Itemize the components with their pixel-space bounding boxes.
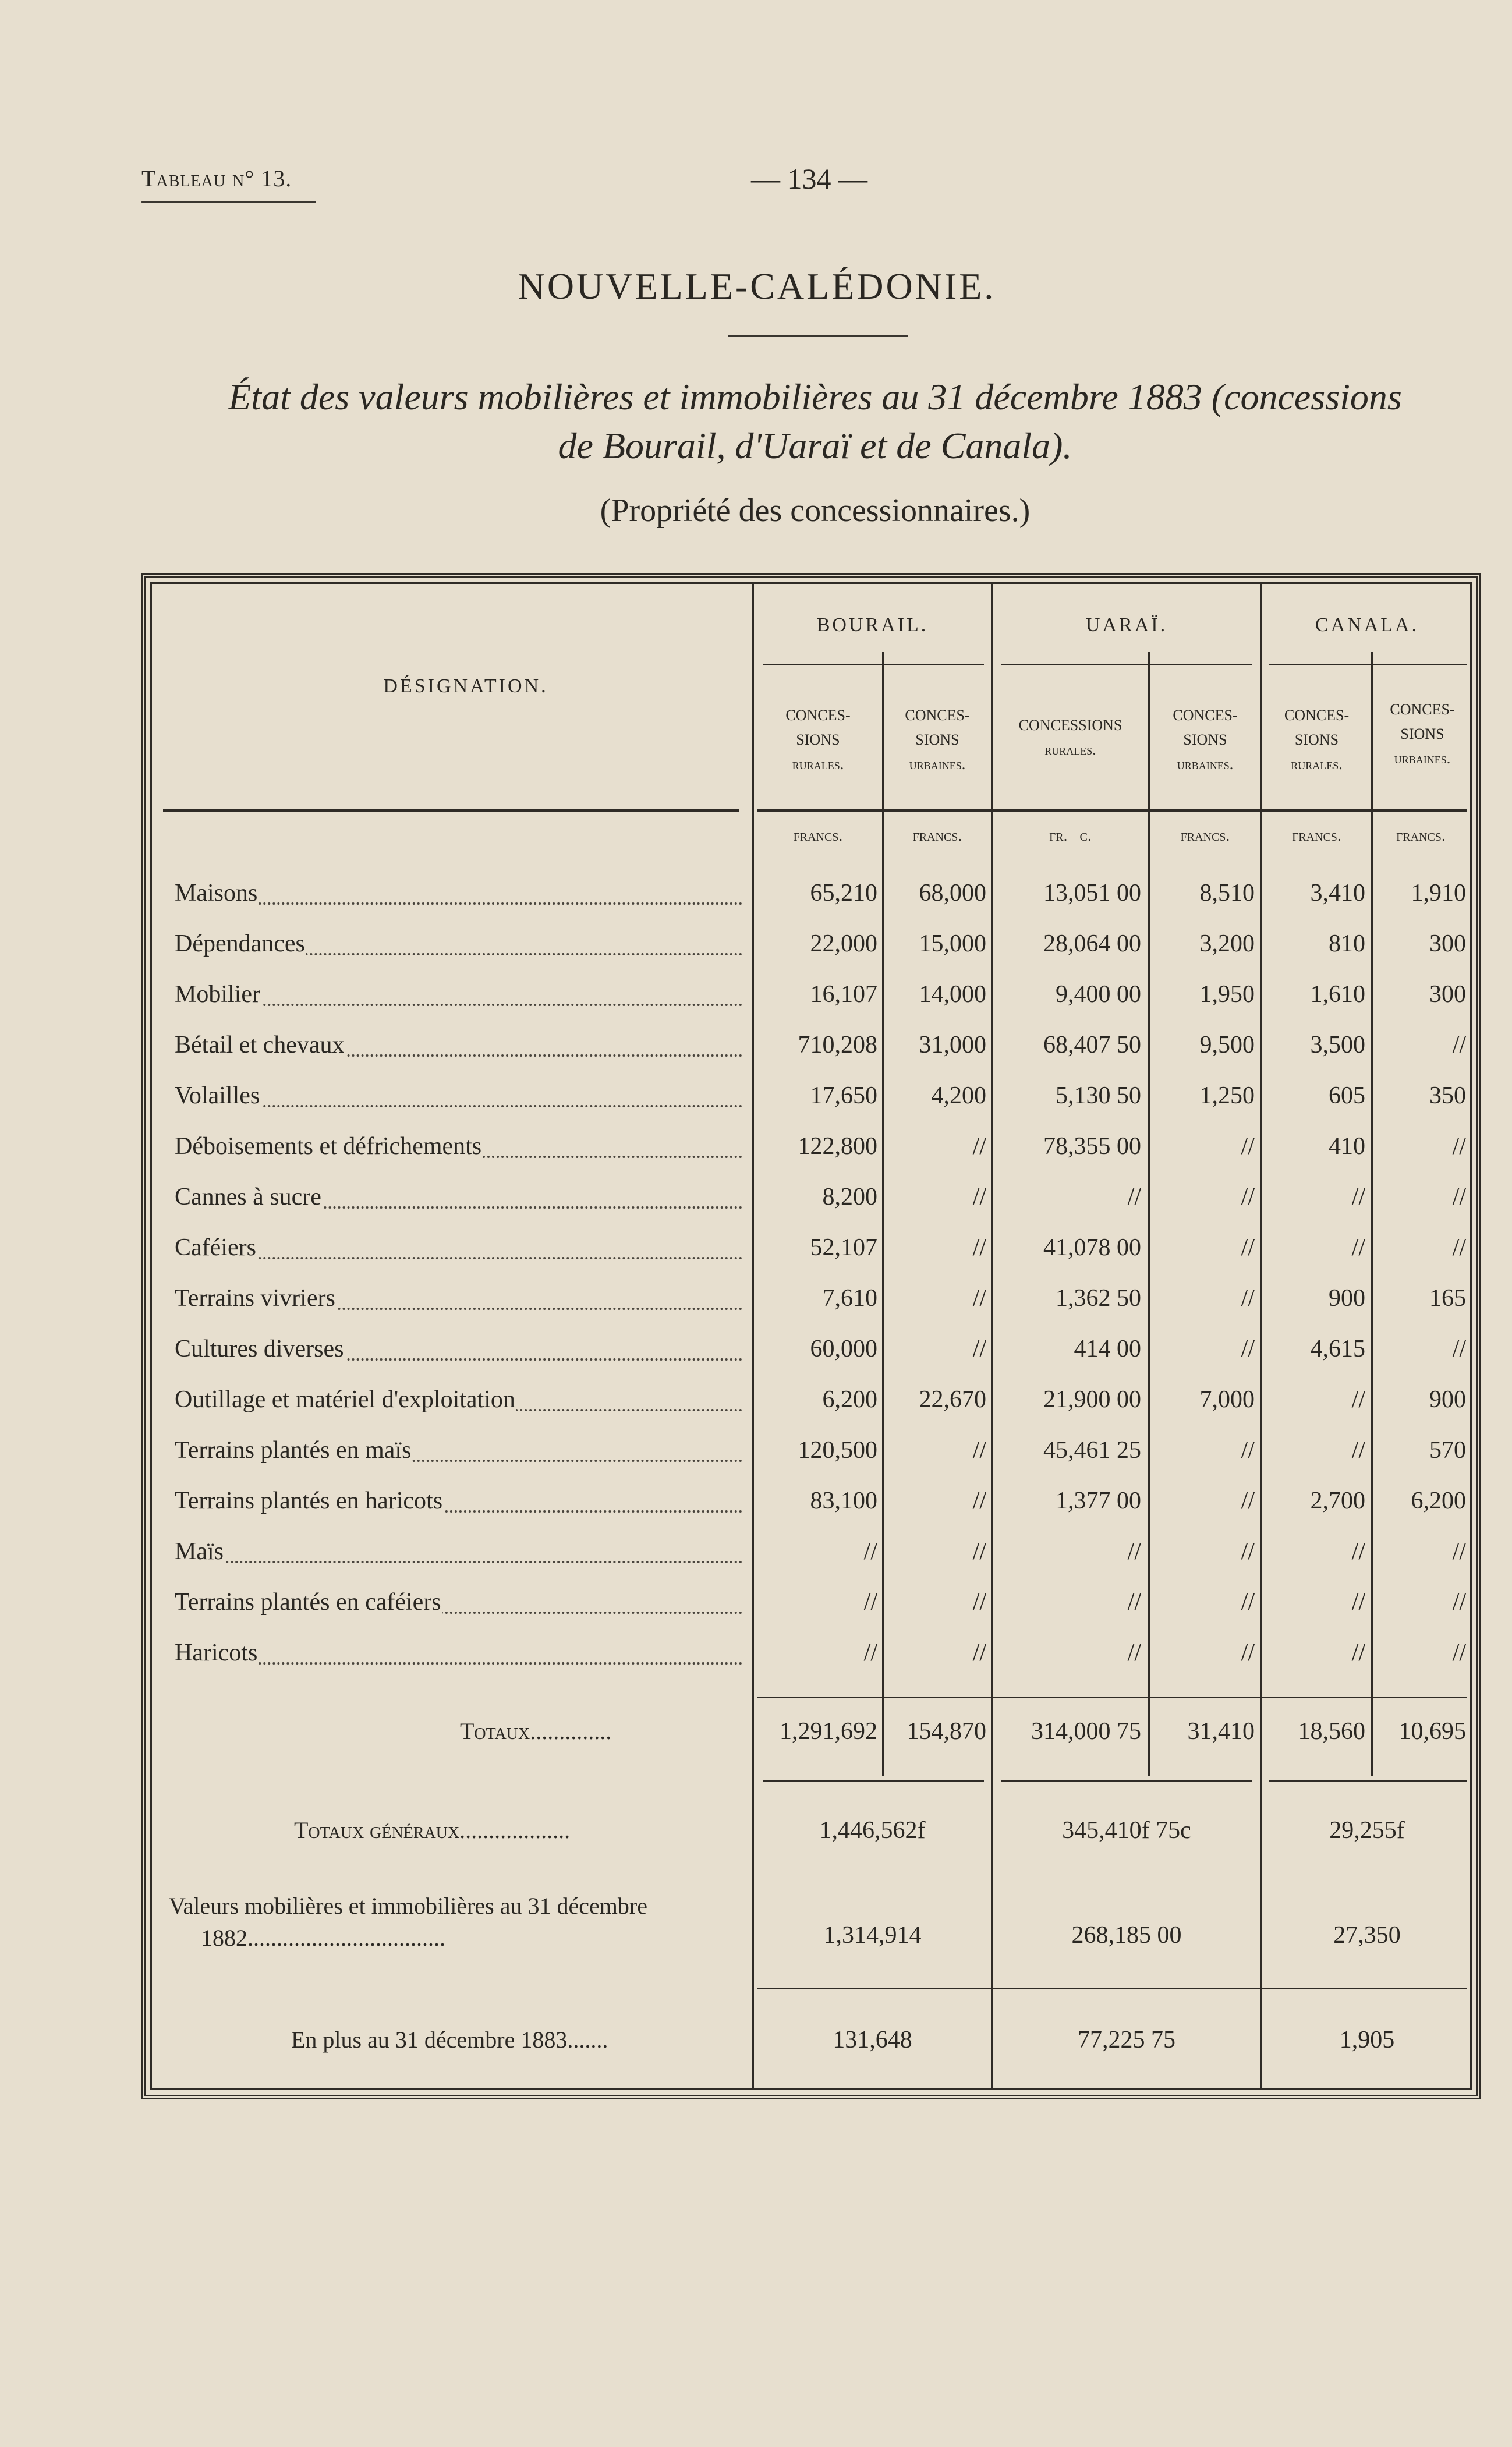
row-value-col-2: 4,200 bbox=[884, 1082, 986, 1110]
row-label bbox=[175, 1335, 345, 1363]
row-value-col-3: 9,400 00 bbox=[993, 980, 1141, 1008]
subtitle-line-1: État des valeurs mobilières et immobilières au 31 décembre 1883 (concessions bbox=[228, 376, 1402, 417]
totaux-generaux-canala: 29,255f bbox=[1329, 1817, 1405, 1844]
row-label-text: Déboisements et défrichements bbox=[175, 1133, 482, 1160]
subheader-uarai-rurales: CONCESSIONS rurales. bbox=[1018, 717, 1123, 758]
row-value-col-4: // bbox=[1150, 1132, 1255, 1160]
totaux-generaux-dots: ................... bbox=[459, 1817, 571, 1843]
row-value-col-1: // bbox=[754, 1538, 877, 1566]
row-value-col-2: // bbox=[884, 1588, 986, 1616]
row-label-text: Caféiers bbox=[175, 1234, 256, 1261]
group-header-canala: CANALA. bbox=[1315, 614, 1419, 636]
row-label-text: Outillage et matériel d'exploitation bbox=[175, 1386, 515, 1413]
bourail-header-brace bbox=[763, 664, 984, 665]
row-value-col-2: // bbox=[884, 1538, 986, 1566]
row-value-col-4: 1,950 bbox=[1150, 980, 1255, 1008]
row-value-col-1: 7,610 bbox=[754, 1284, 877, 1312]
row-label bbox=[175, 1234, 257, 1262]
totaux-label bbox=[460, 1717, 611, 1745]
en-plus-bourail: 131,648 bbox=[833, 2027, 912, 2053]
row-label-text: Terrains plantés en haricots bbox=[175, 1488, 443, 1514]
row-value-col-6: 6,200 bbox=[1373, 1487, 1466, 1515]
row-value-col-5: 4,615 bbox=[1262, 1335, 1365, 1363]
en-plus-label-text: En plus au 31 décembre 1883 bbox=[291, 2027, 568, 2053]
row-value-col-6: 165 bbox=[1373, 1284, 1466, 1312]
row-value-col-6: // bbox=[1373, 1183, 1466, 1211]
row-value-col-6: 300 bbox=[1373, 930, 1466, 958]
row-value-col-3: 13,051 00 bbox=[993, 879, 1141, 907]
row-value-col-4: 1,250 bbox=[1150, 1082, 1255, 1110]
row-value-col-3: 414 00 bbox=[993, 1335, 1141, 1363]
row-label bbox=[175, 1487, 444, 1515]
row-label-text: Maisons bbox=[175, 880, 258, 906]
row-value-col-3: 68,407 50 bbox=[993, 1031, 1141, 1059]
row-value-col-5: 3,410 bbox=[1262, 879, 1365, 907]
row-value-col-5: 1,610 bbox=[1262, 980, 1365, 1008]
row-value-col-1: // bbox=[754, 1588, 877, 1616]
row-value-col-4: // bbox=[1150, 1284, 1255, 1312]
row-label bbox=[175, 1639, 259, 1667]
en-plus-dots: ....... bbox=[567, 2027, 608, 2053]
row-value-col-5: 3,500 bbox=[1262, 1031, 1365, 1059]
row-value-col-5: // bbox=[1262, 1436, 1365, 1464]
valeurs-rule bbox=[757, 1988, 1467, 1989]
row-value-col-1: 22,000 bbox=[754, 930, 877, 958]
unit-col-2: francs. bbox=[912, 827, 962, 845]
group-header-bourail: BOURAIL. bbox=[816, 614, 929, 636]
row-leader-dots bbox=[175, 1561, 742, 1563]
totaux-col-4: 31,410 bbox=[1187, 1718, 1255, 1745]
unit-col-1: francs. bbox=[793, 827, 843, 845]
subheader-canala-urbaines: CONCES- SIONS urbaines. bbox=[1390, 701, 1455, 767]
totaux-col-3: 314,000 75 bbox=[1031, 1718, 1141, 1745]
row-value-col-5: 900 bbox=[1262, 1284, 1365, 1312]
row-value-col-6: // bbox=[1373, 1234, 1466, 1262]
group-header-uarai: UARAÏ. bbox=[1085, 614, 1168, 636]
row-value-col-6: // bbox=[1373, 1335, 1466, 1363]
row-value-col-4: 3,200 bbox=[1150, 930, 1255, 958]
totaux-label-text: Totaux bbox=[460, 1718, 530, 1744]
row-label bbox=[175, 1538, 225, 1566]
row-value-col-3: 28,064 00 bbox=[993, 930, 1141, 958]
row-value-col-4: // bbox=[1150, 1234, 1255, 1262]
row-value-col-1: 83,100 bbox=[754, 1487, 877, 1515]
subheader-bourail-urbaines: CONCES- SIONS urbaines. bbox=[905, 707, 970, 773]
row-label-text: Maïs bbox=[175, 1538, 224, 1565]
row-value-col-3: // bbox=[993, 1639, 1141, 1667]
page-subtitle bbox=[175, 373, 1456, 470]
row-label-text: Volailles bbox=[175, 1082, 260, 1109]
row-value-col-1: 17,650 bbox=[754, 1082, 877, 1110]
subheader-uarai-urbaines: CONCES- SIONS urbaines. bbox=[1173, 707, 1238, 773]
subtitle-line-2: de Bourail, d'Uaraï et de Canala). bbox=[558, 425, 1072, 466]
row-value-col-2: // bbox=[884, 1284, 986, 1312]
ownership-note: (Propriété des concessionnaires.) bbox=[600, 493, 1031, 529]
header-rule-designation bbox=[163, 809, 739, 812]
row-value-col-5: // bbox=[1262, 1386, 1365, 1414]
row-value-col-2: // bbox=[884, 1639, 986, 1667]
row-value-col-4: // bbox=[1150, 1335, 1255, 1363]
row-value-col-3: 21,900 00 bbox=[993, 1386, 1141, 1414]
row-value-col-6: 300 bbox=[1373, 980, 1466, 1008]
row-value-col-6: 570 bbox=[1373, 1436, 1466, 1464]
page-title: NOUVELLE-CALÉDONIE. bbox=[518, 265, 996, 307]
row-value-col-3: // bbox=[993, 1538, 1141, 1566]
valeurs-1882-uarai: 268,185 00 bbox=[1071, 1922, 1182, 1949]
row-value-col-2: // bbox=[884, 1132, 986, 1160]
totaux-col-2: 154,870 bbox=[907, 1718, 986, 1745]
row-value-col-5: // bbox=[1262, 1588, 1365, 1616]
row-value-col-3: 41,078 00 bbox=[993, 1234, 1141, 1262]
row-label-text: Haricots bbox=[175, 1639, 258, 1666]
row-value-col-5: 410 bbox=[1262, 1132, 1365, 1160]
row-label bbox=[175, 930, 306, 958]
row-value-col-4: // bbox=[1150, 1588, 1255, 1616]
en-plus-uarai: 77,225 75 bbox=[1078, 2027, 1175, 2053]
unit-col-3: fr. c. bbox=[1049, 827, 1092, 845]
row-value-col-2: 31,000 bbox=[884, 1031, 986, 1059]
row-value-col-2: // bbox=[884, 1487, 986, 1515]
row-value-col-5: 2,700 bbox=[1262, 1487, 1365, 1515]
row-value-col-3: // bbox=[993, 1588, 1141, 1616]
row-label-text: Cultures diverses bbox=[175, 1336, 344, 1362]
unit-col-6: francs. bbox=[1396, 827, 1446, 845]
row-value-col-1: 16,107 bbox=[754, 980, 877, 1008]
row-value-col-6: // bbox=[1373, 1132, 1466, 1160]
row-value-col-5: // bbox=[1262, 1234, 1365, 1262]
row-value-col-2: 68,000 bbox=[884, 879, 986, 907]
totaux-generaux-bourail: 1,446,562f bbox=[819, 1817, 926, 1844]
valeurs-1882-label-line-2 bbox=[201, 1924, 445, 1952]
valeurs-1882-dots: .................................. bbox=[247, 1925, 445, 1951]
row-value-col-2: 22,670 bbox=[884, 1386, 986, 1414]
totals-brace-bourail bbox=[763, 1780, 984, 1782]
row-value-col-1: 122,800 bbox=[754, 1132, 877, 1160]
row-label bbox=[175, 1132, 483, 1160]
row-value-col-5: // bbox=[1262, 1183, 1365, 1211]
row-value-col-2: 15,000 bbox=[884, 930, 986, 958]
row-label bbox=[175, 1284, 337, 1312]
row-label-text: Bétail et chevaux bbox=[175, 1032, 345, 1058]
unit-col-4: francs. bbox=[1180, 827, 1230, 845]
totaux-col-1: 1,291,692 bbox=[780, 1718, 877, 1745]
row-label-text: Terrains plantés en caféiers bbox=[175, 1589, 441, 1616]
row-value-col-4: // bbox=[1150, 1183, 1255, 1211]
row-value-col-3: 45,461 25 bbox=[993, 1436, 1141, 1464]
row-value-col-1: 8,200 bbox=[754, 1183, 877, 1211]
en-plus-label bbox=[291, 2026, 608, 2053]
row-value-col-3: 1,362 50 bbox=[993, 1284, 1141, 1312]
row-label bbox=[175, 1082, 261, 1110]
title-rule bbox=[728, 335, 908, 337]
valeurs-1882-label-line-1: Valeurs mobilières et immobilières au 31 décembre bbox=[169, 1893, 647, 1919]
page-number: — 134 — bbox=[751, 162, 867, 195]
row-value-col-1: 65,210 bbox=[754, 879, 877, 907]
row-leader-dots bbox=[175, 1257, 742, 1259]
tableau-underline bbox=[141, 201, 316, 203]
row-label bbox=[175, 1183, 323, 1211]
totals-brace-uarai bbox=[1001, 1780, 1252, 1782]
row-label bbox=[175, 1031, 346, 1059]
row-value-col-1: 52,107 bbox=[754, 1234, 877, 1262]
row-value-col-4: // bbox=[1150, 1487, 1255, 1515]
row-value-col-1: 120,500 bbox=[754, 1436, 877, 1464]
row-value-col-3: // bbox=[993, 1183, 1141, 1211]
row-value-col-1: 710,208 bbox=[754, 1031, 877, 1059]
row-value-col-6: 1,910 bbox=[1373, 879, 1466, 907]
row-value-col-6: // bbox=[1373, 1538, 1466, 1566]
row-value-col-2: 14,000 bbox=[884, 980, 986, 1008]
totaux-col-5: 18,560 bbox=[1298, 1718, 1365, 1745]
row-label bbox=[175, 1588, 442, 1616]
totaux-dots: .............. bbox=[530, 1718, 612, 1744]
row-value-col-4: 9,500 bbox=[1150, 1031, 1255, 1059]
row-value-col-6: 900 bbox=[1373, 1386, 1466, 1414]
unit-col-5: francs. bbox=[1292, 827, 1341, 845]
row-value-col-2: // bbox=[884, 1436, 986, 1464]
en-plus-canala: 1,905 bbox=[1339, 2027, 1395, 2053]
row-value-col-4: // bbox=[1150, 1436, 1255, 1464]
totaux-generaux-uarai: 345,410f 75c bbox=[1062, 1817, 1191, 1844]
uarai-header-brace bbox=[1001, 664, 1252, 665]
row-label-text: Mobilier bbox=[175, 981, 260, 1008]
row-label bbox=[175, 879, 259, 907]
totals-brace-canala bbox=[1269, 1780, 1467, 1782]
row-value-col-1: 6,200 bbox=[754, 1386, 877, 1414]
row-value-col-4: 7,000 bbox=[1150, 1386, 1255, 1414]
row-label bbox=[175, 980, 261, 1008]
row-value-col-2: // bbox=[884, 1335, 986, 1363]
row-label-text: Dépendances bbox=[175, 930, 305, 957]
row-value-col-5: // bbox=[1262, 1538, 1365, 1566]
row-leader-dots bbox=[175, 1662, 742, 1665]
valeurs-1882-bourail: 1,314,914 bbox=[823, 1922, 922, 1949]
row-value-col-4: // bbox=[1150, 1538, 1255, 1566]
row-value-col-3: 5,130 50 bbox=[993, 1082, 1141, 1110]
row-value-col-3: 78,355 00 bbox=[993, 1132, 1141, 1160]
row-label-text: Terrains plantés en maïs bbox=[175, 1437, 412, 1464]
designation-header: DÉSIGNATION. bbox=[383, 675, 548, 697]
totaux-col-6: 10,695 bbox=[1398, 1718, 1466, 1745]
valeurs-1882-canala: 27,350 bbox=[1333, 1922, 1401, 1949]
tableau-label: Tableau n° 13. bbox=[141, 165, 292, 192]
header-rule-values bbox=[757, 809, 1467, 812]
row-label bbox=[175, 1436, 412, 1464]
row-value-col-4: // bbox=[1150, 1639, 1255, 1667]
totals-rule-top bbox=[757, 1697, 1467, 1698]
row-value-col-3: 1,377 00 bbox=[993, 1487, 1141, 1515]
row-label bbox=[175, 1386, 516, 1414]
row-value-col-1: 60,000 bbox=[754, 1335, 877, 1363]
row-value-col-2: // bbox=[884, 1183, 986, 1211]
row-value-col-6: // bbox=[1373, 1588, 1466, 1616]
row-value-col-5: 605 bbox=[1262, 1082, 1365, 1110]
subheader-canala-rurales: CONCES- SIONS rurales. bbox=[1284, 707, 1350, 773]
totaux-generaux-label bbox=[294, 1816, 570, 1844]
totaux-generaux-label-text: Totaux généraux bbox=[294, 1817, 460, 1843]
row-value-col-4: 8,510 bbox=[1150, 879, 1255, 907]
valeurs-1882-year: 1882 bbox=[201, 1925, 247, 1951]
row-label-text: Terrains vivriers bbox=[175, 1285, 335, 1312]
canala-header-brace bbox=[1269, 664, 1467, 665]
row-value-col-5: // bbox=[1262, 1639, 1365, 1667]
row-value-col-2: // bbox=[884, 1234, 986, 1262]
row-value-col-6: // bbox=[1373, 1639, 1466, 1667]
row-leader-dots bbox=[175, 902, 742, 905]
subheader-bourail-rurales: CONCES- SIONS rurales. bbox=[785, 707, 851, 773]
row-value-col-6: // bbox=[1373, 1031, 1466, 1059]
row-value-col-1: // bbox=[754, 1639, 877, 1667]
row-value-col-6: 350 bbox=[1373, 1082, 1466, 1110]
row-value-col-5: 810 bbox=[1262, 930, 1365, 958]
row-label-text: Cannes à sucre bbox=[175, 1184, 321, 1210]
